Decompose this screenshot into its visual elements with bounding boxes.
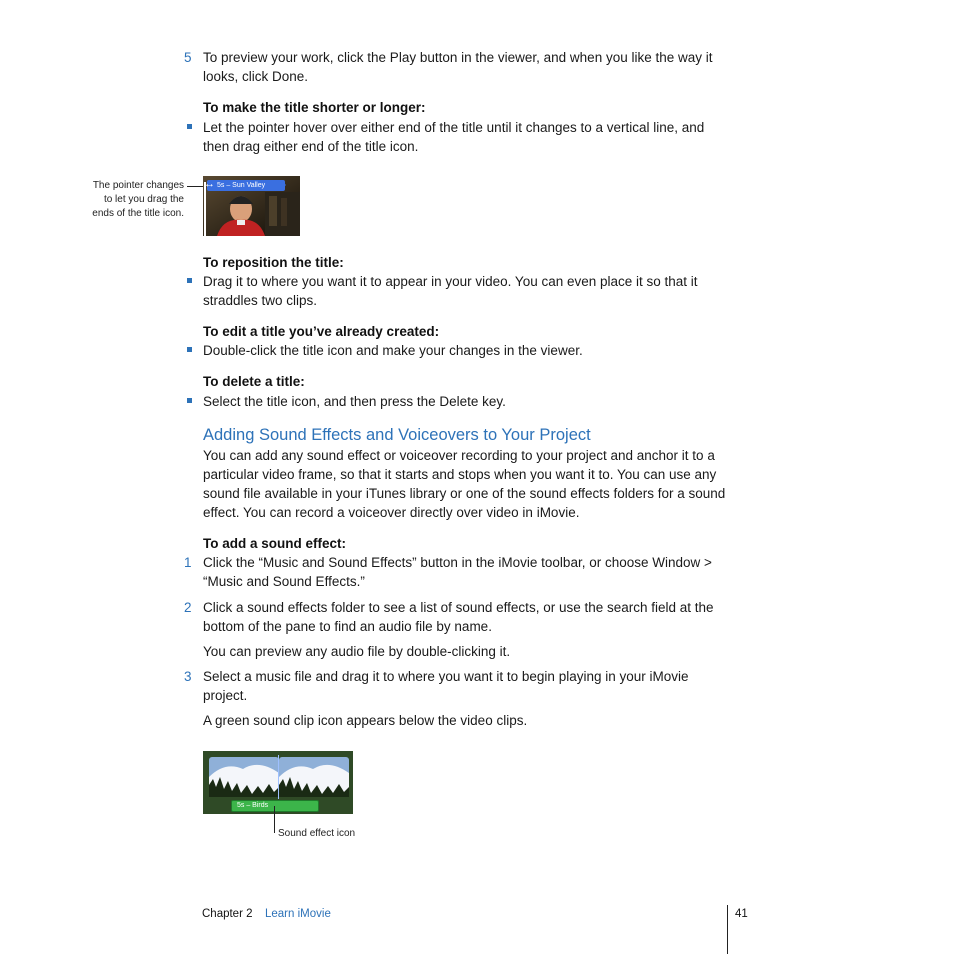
step-number: 5 [184, 50, 192, 65]
step-text: To preview your work, click the Play button in the viewer, and when you like the way it [203, 50, 713, 65]
bullet-text: then drag either end of the title icon. [203, 139, 419, 154]
step-text: “Music and Sound Effects.” [203, 574, 365, 589]
title-icon-label: 5s – Sun Valley [217, 182, 266, 189]
step-text: Click a sound effects folder to see a list of sound effects, or use the search field at the [203, 600, 714, 615]
step-text: bottom of the pane to find an audio file by name. [203, 619, 492, 634]
caption-line: to let you drag the [103, 194, 184, 205]
step-number: 1 [184, 555, 192, 570]
sound-effect-label: 5s – Birds [237, 802, 269, 809]
bullet-icon [187, 278, 192, 283]
bullet-icon [187, 347, 192, 352]
bullet-icon [187, 398, 192, 403]
bullet-icon [187, 124, 192, 129]
figure-caption: Sound effect icon [278, 828, 356, 839]
step-note: You can preview any audio file by double-clicking it. [203, 644, 511, 659]
step-text: Select a music file and drag it to where you want it to begin playing in your iMovie [203, 669, 689, 684]
bullet-text: Select the title icon, and then press the Delete key. [203, 394, 506, 409]
paragraph-line: sound file available in your iTunes library or one of the sound effects folders for a sound [203, 486, 726, 501]
resize-pointer-icon: ↔ [204, 178, 215, 190]
bullet-text: straddles two clips. [203, 293, 318, 308]
section-title: Adding Sound Effects and Voiceovers to Your Project [203, 426, 591, 444]
step-note: A green sound clip icon appears below the video clips. [203, 713, 528, 728]
task-heading: To edit a title you’ve already created: [203, 324, 440, 339]
step-text: Click the “Music and Sound Effects” button in the iMovie toolbar, or choose Window > [203, 555, 712, 570]
bullet-text: Drag it to where you want it to appear in your video. You can even place it so that it [203, 274, 698, 289]
task-heading: To add a sound effect: [203, 536, 347, 551]
paragraph-line: effect. You can record a voiceover directly over video in iMovie. [203, 505, 580, 520]
bullet-text: Let the pointer hover over either end of the title until it changes to a vertical line, and [203, 120, 705, 135]
paragraph-line: You can add any sound effect or voiceover recording to your project and anchor it to a [203, 448, 715, 463]
chapter-label: Chapter 2 [202, 908, 253, 920]
task-heading: To reposition the title: [203, 255, 344, 270]
title-clip-screenshot [203, 176, 300, 236]
step-text: looks, click Done. [203, 69, 309, 84]
task-heading: To make the title shorter or longer: [203, 100, 426, 115]
paragraph-line: particular video frame, so that it starts and stops when you want it to. You can use any [203, 467, 717, 482]
step-number: 2 [184, 600, 192, 615]
caption-line: ends of the title icon. [92, 208, 184, 219]
bullet-text: Double-click the title icon and make your changes in the viewer. [203, 343, 583, 358]
page-number: 41 [735, 908, 748, 920]
title-icon-arrow [281, 180, 286, 190]
step-number: 3 [184, 669, 192, 684]
chapter-title: Learn iMovie [265, 908, 331, 920]
footer-divider [727, 905, 728, 954]
sound-clip-screenshot [203, 751, 353, 814]
caption-line: The pointer changes [92, 180, 184, 191]
step-text: project. [203, 688, 248, 703]
callout-line [274, 806, 275, 833]
figure-caption [92, 179, 184, 221]
task-heading: To delete a title: [203, 374, 305, 389]
